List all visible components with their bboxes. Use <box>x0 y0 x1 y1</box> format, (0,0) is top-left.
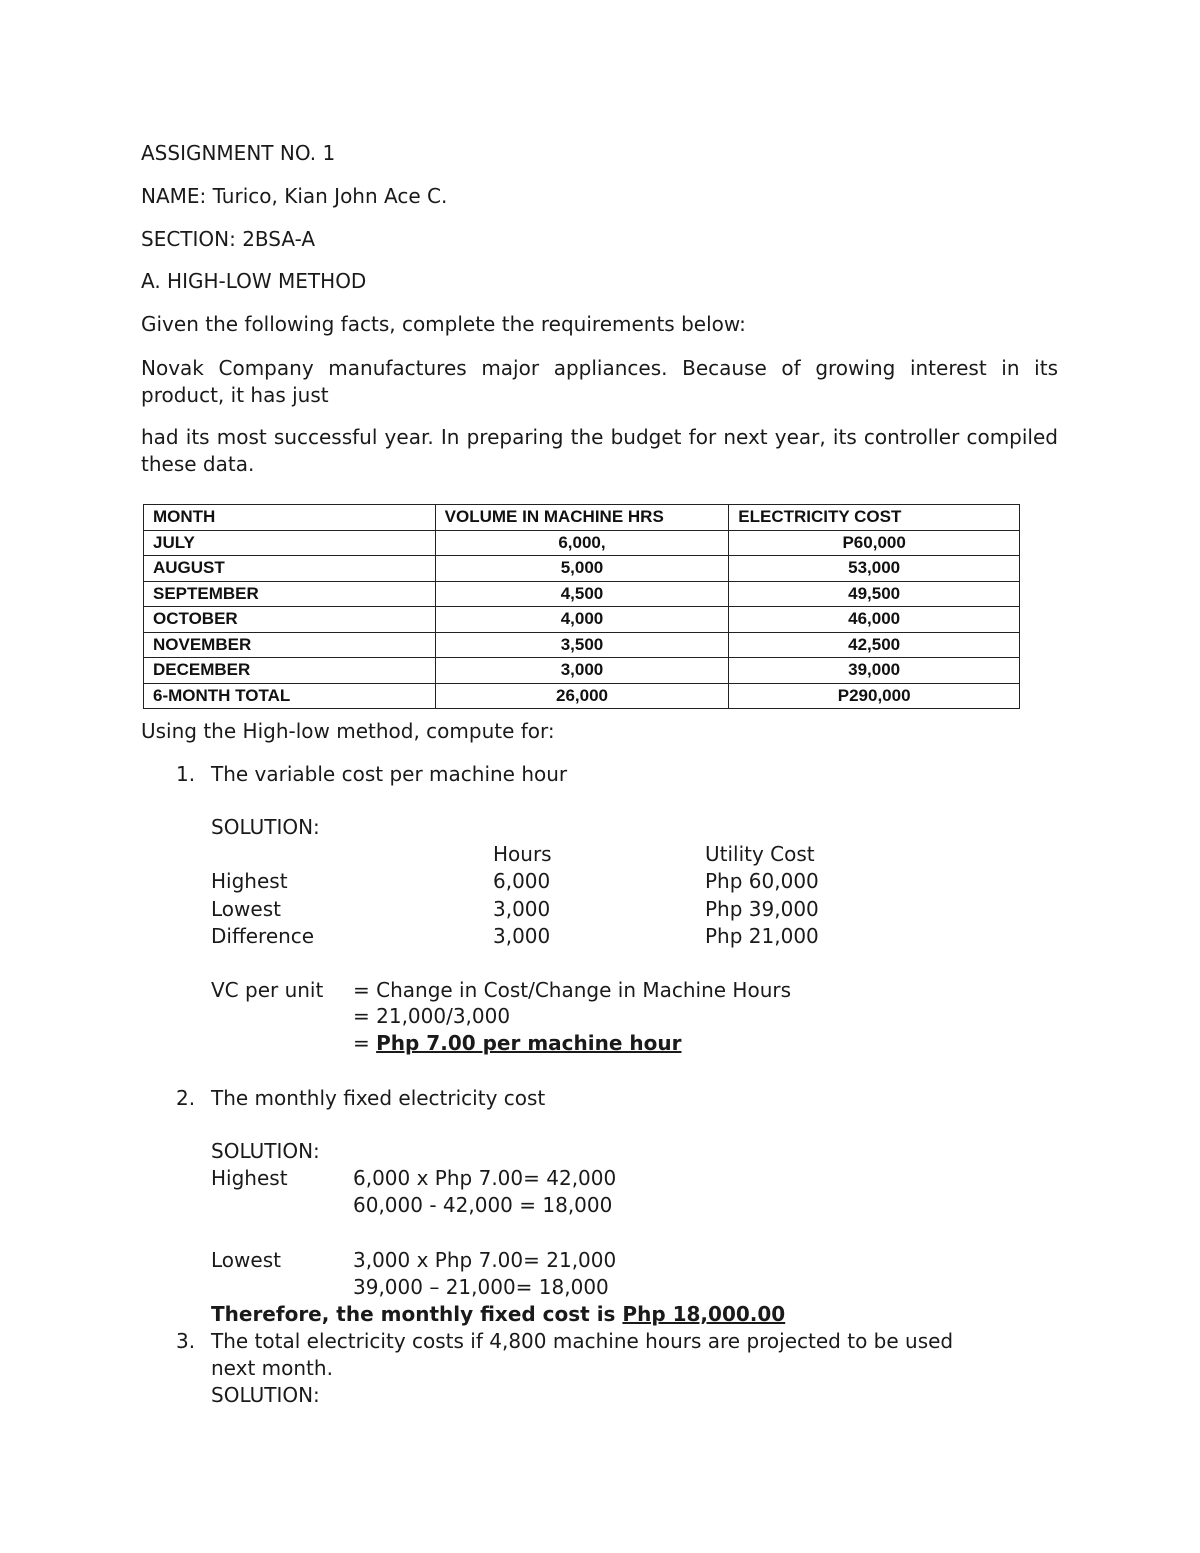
q1-text: The variable cost per machine hour <box>211 762 568 786</box>
machine-hours-table <box>143 504 1020 709</box>
q1-col-cost: Utility Cost <box>705 842 815 866</box>
q2-lowest-label: Lowest <box>211 1248 281 1272</box>
q1-eq3-prefix: = <box>353 1031 377 1055</box>
volume-cell: 26,000 <box>435 683 729 709</box>
month-cell: OCTOBER <box>144 607 436 633</box>
q1-solution-label: SOLUTION: <box>211 815 320 839</box>
q1-row-hours: 3,000 <box>493 897 551 921</box>
volume-cell: 3,000 <box>435 658 729 684</box>
month-cell: DECEMBER <box>144 658 436 684</box>
q2-solution-label: SOLUTION: <box>211 1139 320 1163</box>
header-volume: VOLUME IN MACHINE HRS <box>435 505 729 531</box>
q1-equation-3 <box>353 1030 681 1057</box>
q2-answer: Php 18,000.00 <box>622 1302 786 1326</box>
q1-row-cost: Php 21,000 <box>705 924 819 948</box>
table-row <box>144 556 1020 582</box>
cost-cell: 42,500 <box>729 632 1020 658</box>
cost-cell: 46,000 <box>729 607 1020 633</box>
month-cell: JULY <box>144 530 436 556</box>
table-row <box>144 632 1020 658</box>
q1-row-label: Highest <box>211 869 288 893</box>
assignment-title: ASSIGNMENT NO. 1 <box>141 141 336 165</box>
compute-intro: Using the High-low method, compute for: <box>141 719 555 743</box>
q2-lowest-line-2: 39,000 – 21,000= 18,000 <box>353 1275 609 1299</box>
q2-highest-line-1: 6,000 x Php 7.00= 42,000 <box>353 1166 617 1190</box>
table-row <box>144 581 1020 607</box>
table-row <box>144 658 1020 684</box>
cost-cell: P290,000 <box>729 683 1020 709</box>
q3-text-line-1: The total electricity costs if 4,800 machine hours are projected to be used <box>211 1329 954 1353</box>
q2-conclusion-prefix: Therefore, the monthly fixed cost is <box>211 1302 623 1326</box>
intro-paragraph-1: Novak Company manufactures major appliances. Because of growing interest in its product, it has just <box>141 356 1058 407</box>
q3-text-line-2: next month. <box>211 1356 333 1380</box>
table-total-row <box>144 683 1020 709</box>
volume-cell: 4,000 <box>435 607 729 633</box>
q1-number: 1. <box>176 762 196 786</box>
q1-row-label: Lowest <box>211 897 281 921</box>
q3-solution-label: SOLUTION: <box>211 1383 320 1407</box>
month-cell: SEPTEMBER <box>144 581 436 607</box>
q1-equation-2: = 21,000/3,000 <box>353 1004 511 1028</box>
q1-vc-label: VC per unit <box>211 978 324 1002</box>
table-row <box>144 607 1020 633</box>
q2-lowest-line-1: 3,000 x Php 7.00= 21,000 <box>353 1248 617 1272</box>
q2-highest-line-2: 60,000 - 42,000 = 18,000 <box>353 1193 613 1217</box>
month-cell: AUGUST <box>144 556 436 582</box>
q1-answer: Php 7.00 per machine hour <box>376 1031 682 1055</box>
part-title: A. HIGH-LOW METHOD <box>141 269 367 293</box>
q1-row-cost: Php 60,000 <box>705 869 819 893</box>
section-line: SECTION: 2BSA-A <box>141 227 316 251</box>
q2-conclusion <box>211 1301 785 1328</box>
q3-number: 3. <box>176 1329 196 1353</box>
cost-cell: 53,000 <box>729 556 1020 582</box>
table-header-row <box>144 505 1020 531</box>
q2-highest-label: Highest <box>211 1166 288 1190</box>
volume-cell: 3,500 <box>435 632 729 658</box>
q2-number: 2. <box>176 1086 196 1110</box>
q1-equation-1: = Change in Cost/Change in Machine Hours <box>353 978 792 1002</box>
q1-row-hours: 6,000 <box>493 869 551 893</box>
cost-cell: 39,000 <box>729 658 1020 684</box>
cost-cell: P60,000 <box>729 530 1020 556</box>
volume-cell: 6,000, <box>435 530 729 556</box>
volume-cell: 4,500 <box>435 581 729 607</box>
volume-cell: 5,000 <box>435 556 729 582</box>
month-cell: NOVEMBER <box>144 632 436 658</box>
month-cell: 6-MONTH TOTAL <box>144 683 436 709</box>
q2-text: The monthly fixed electricity cost <box>211 1086 546 1110</box>
cost-cell: 49,500 <box>729 581 1020 607</box>
table-row <box>144 530 1020 556</box>
q1-row-label: Difference <box>211 924 315 948</box>
q1-row-hours: 3,000 <box>493 924 551 948</box>
instruction-line: Given the following facts, complete the requirements below: <box>141 312 746 336</box>
student-name: NAME: Turico, Kian John Ace C. <box>141 184 448 208</box>
q1-row-cost: Php 39,000 <box>705 897 819 921</box>
header-cost: ELECTRICITY COST <box>729 505 1020 531</box>
q1-col-hours: Hours <box>493 842 552 866</box>
intro-paragraph-2: had its most successful year. In preparing the budget for next year, its controller compiled these data. <box>141 425 1058 476</box>
header-month: MONTH <box>144 505 436 531</box>
